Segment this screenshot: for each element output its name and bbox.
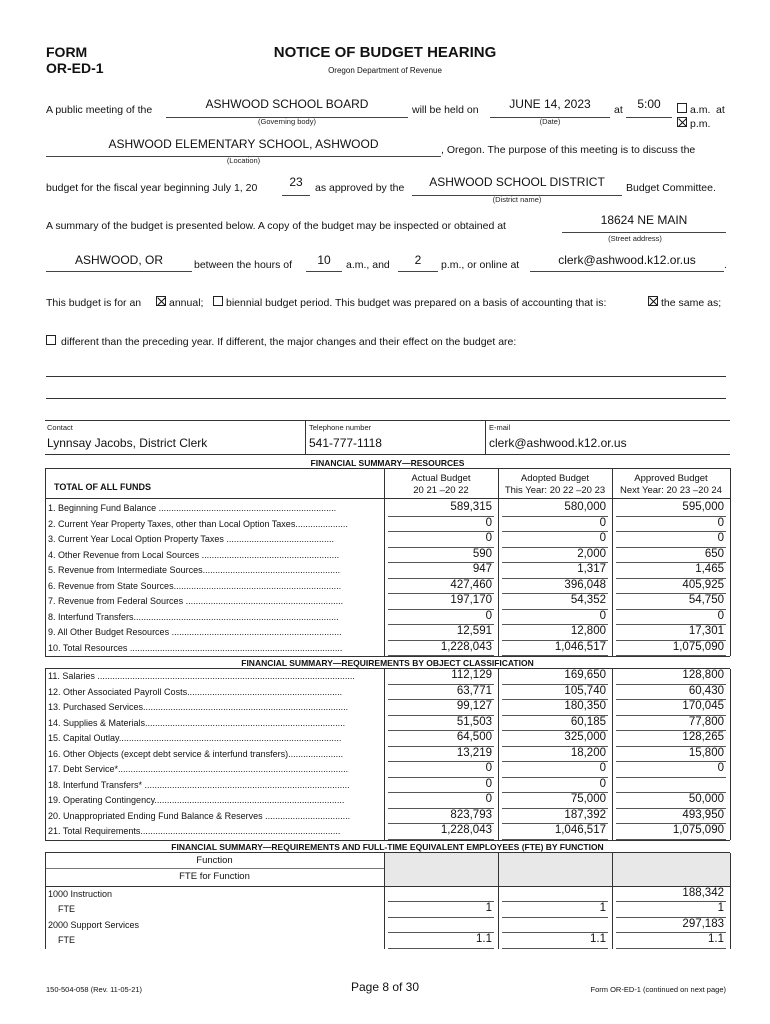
table-cell-approved[interactable]: 128,265 bbox=[682, 731, 724, 743]
location-field[interactable]: ASHWOOD ELEMENTARY SCHOOL, ASHWOOD bbox=[108, 137, 379, 151]
table-col-border bbox=[612, 669, 613, 840]
time-line bbox=[626, 117, 672, 118]
table-cell-approved[interactable]: 50,000 bbox=[688, 793, 724, 805]
table-col-border bbox=[498, 468, 499, 656]
budget-committee-text: Budget Committee. bbox=[626, 182, 716, 194]
cell-underline bbox=[388, 948, 494, 949]
between-hours-text: between the hours of bbox=[194, 259, 293, 271]
hour-am-field[interactable]: 10 bbox=[317, 253, 331, 267]
phone-value[interactable]: 541-777-1118 bbox=[309, 436, 382, 450]
table-col-border bbox=[612, 468, 613, 656]
online-field[interactable]: clerk@ashwood.k12.or.us bbox=[558, 253, 696, 267]
hour-am-line bbox=[306, 271, 342, 272]
continued-note: Form OR-ED-1 (continued on next page) bbox=[590, 985, 726, 994]
header-bottom-border bbox=[45, 498, 730, 499]
table-col-border bbox=[730, 853, 731, 949]
am-checkbox[interactable] bbox=[677, 103, 687, 113]
table-cell-actual[interactable]: 0 bbox=[485, 793, 492, 805]
requirements-object-bottom-border bbox=[45, 840, 730, 841]
hour-pm-line bbox=[398, 271, 438, 272]
form-code: OR-ED-1 bbox=[46, 60, 104, 76]
table-cell-approved[interactable]: 0 bbox=[717, 532, 724, 544]
table-col-border bbox=[730, 669, 731, 840]
table-row-label: FTE bbox=[58, 935, 75, 945]
am-and-text: a.m., and bbox=[346, 259, 390, 271]
table-cell-actual[interactable]: 0 bbox=[485, 609, 492, 622]
email-value[interactable]: clerk@ashwood.k12.or.us bbox=[489, 436, 627, 450]
function-header-divider bbox=[45, 868, 384, 869]
street-caption: (Street address) bbox=[608, 234, 662, 243]
table-cell-adopted[interactable]: 0 bbox=[599, 762, 606, 774]
table-cell-adopted[interactable]: 180,350 bbox=[564, 700, 606, 712]
table-cell-adopted[interactable]: 396,048 bbox=[564, 578, 606, 591]
table-cell-approved[interactable]: 15,800 bbox=[688, 746, 724, 759]
col-adopted-years: This Year: 20 22 –20 23 bbox=[504, 485, 606, 496]
table-cell-actual[interactable]: 947 bbox=[472, 563, 492, 575]
table-row-label: 14. Supplies & Materials................................................................................ bbox=[48, 717, 346, 728]
contact-top-border bbox=[45, 420, 730, 421]
table-cell-actual[interactable]: 197,170 bbox=[450, 594, 492, 606]
pm-label: p.m. bbox=[690, 118, 711, 130]
table-cell-adopted[interactable]: 580,000 bbox=[564, 501, 606, 513]
table-col-border bbox=[384, 669, 385, 840]
table-row-label: 18. Interfund Transfers* .................................................................................. bbox=[48, 779, 350, 790]
table-row-label: 4. Other Revenue from Local Sources ....................................................... bbox=[48, 549, 340, 560]
form-label: FORM bbox=[46, 44, 88, 60]
table-row-label: 21. Total Requirements................................................................................ bbox=[48, 826, 341, 836]
table-cell-adopted[interactable]: 1.1 bbox=[590, 933, 606, 945]
different-label: different than the preceding year. If different, the major changes and their effect on the budget are: bbox=[61, 336, 517, 348]
table-cell-adopted[interactable]: 105,740 bbox=[564, 684, 606, 697]
changes-line-1[interactable] bbox=[46, 376, 726, 377]
table-cell-actual[interactable]: 1,228,043 bbox=[440, 640, 492, 653]
table-row-label: 13. Purchased Services.................................................................................. bbox=[48, 702, 349, 712]
period-mark: . bbox=[724, 259, 727, 271]
pm-checkbox[interactable] bbox=[677, 117, 687, 127]
table-cell-approved[interactable]: 493,950 bbox=[682, 808, 724, 821]
table-cell-approved[interactable]: 60,430 bbox=[688, 684, 724, 697]
table-cell-approved[interactable]: 405,925 bbox=[682, 578, 724, 591]
table-cell-approved[interactable]: 1,465 bbox=[695, 563, 724, 575]
table-row-label: 1000 Instruction bbox=[48, 888, 113, 899]
table-cell-actual[interactable]: 0 bbox=[485, 762, 492, 774]
email-caption: E-mail bbox=[489, 423, 511, 432]
different-checkbox[interactable] bbox=[46, 335, 56, 345]
page-subtitle: Oregon Department of Revenue bbox=[328, 66, 442, 75]
budget-for-text: This budget is for an bbox=[46, 297, 142, 309]
table-cell-actual[interactable]: 823,793 bbox=[450, 808, 492, 821]
same-as-label: the same as; bbox=[661, 297, 722, 309]
table-cell-actual[interactable]: 0 bbox=[485, 532, 492, 544]
table-cell-adopted[interactable]: 1,317 bbox=[577, 563, 606, 575]
table-cell-approved[interactable]: 188,342 bbox=[682, 886, 724, 899]
governing-body-caption: (Governing body) bbox=[258, 117, 316, 126]
table-cell-actual[interactable]: 1,228,043 bbox=[440, 824, 492, 836]
table-col-border bbox=[498, 669, 499, 840]
street-field[interactable]: 18624 NE MAIN bbox=[600, 213, 688, 227]
table-cell-approved[interactable]: 1.1 bbox=[708, 933, 724, 945]
fte-header: FTE for Function bbox=[179, 870, 250, 882]
public-meeting-text: A public meeting of the bbox=[46, 104, 153, 116]
table-row-label: 12. Other Associated Payroll Costs.............................................................. bbox=[48, 686, 343, 697]
table-cell-actual[interactable]: 589,315 bbox=[450, 501, 492, 513]
table-row-label: 19. Operating Contingency............................................................................ bbox=[48, 795, 345, 805]
date-field[interactable]: JUNE 14, 2023 bbox=[509, 97, 591, 111]
contact-divider-1 bbox=[305, 420, 306, 454]
table-cell-adopted[interactable]: 18,200 bbox=[570, 746, 606, 759]
table-row-label: 16. Other Objects (except debt service & interfund transfers)...................... bbox=[48, 748, 344, 759]
cell-underline bbox=[388, 917, 494, 918]
table-row-label: 2000 Support Services bbox=[48, 919, 140, 930]
table-cell-actual[interactable]: 112,129 bbox=[451, 669, 492, 681]
table-cell-adopted[interactable]: 1,046,517 bbox=[554, 640, 606, 653]
table-cell-approved[interactable]: 595,000 bbox=[682, 501, 724, 513]
approved-by-text: as approved by the bbox=[315, 182, 405, 194]
table-col-border bbox=[730, 468, 731, 656]
table-cell-adopted[interactable]: 2,000 bbox=[577, 547, 606, 560]
table-cell-approved[interactable]: 0 bbox=[717, 609, 724, 622]
table-cell-adopted[interactable]: 60,185 bbox=[570, 715, 606, 728]
contact-divider-2 bbox=[485, 420, 486, 454]
at-text-2: at bbox=[716, 104, 725, 116]
table-cell-approved[interactable]: 128,800 bbox=[682, 669, 724, 681]
table-cell-adopted[interactable]: 0 bbox=[599, 609, 606, 622]
total-of-all-funds-label: TOTAL OF ALL FUNDS bbox=[54, 482, 151, 492]
table-cell-adopted[interactable]: 169,650 bbox=[564, 669, 606, 681]
budget-fy-text: budget for the fiscal year beginning July 1, 20 bbox=[46, 182, 258, 194]
table-cell-adopted[interactable]: 0 bbox=[599, 532, 606, 544]
table-cell-approved[interactable]: 1,075,090 bbox=[672, 640, 724, 653]
requirements-function-title: FINANCIAL SUMMARY—REQUIREMENTS AND FULL-TIME EQUIVALENT EMPLOYEES (FTE) BY FUNCTION bbox=[171, 841, 604, 852]
table-cell-adopted[interactable]: 12,800 bbox=[570, 625, 606, 637]
table-cell-approved[interactable]: 54,750 bbox=[688, 594, 724, 606]
fiscal-year-line bbox=[282, 195, 310, 196]
table-row-label: 15. Capital Outlay......................................................................................... bbox=[48, 733, 342, 743]
table-cell-actual[interactable]: 12,591 bbox=[456, 625, 492, 637]
table-row-label: 17. Debt Service*............................................................................................ bbox=[48, 764, 349, 774]
col-adopted-title: Adopted Budget bbox=[520, 473, 590, 484]
table-cell-actual[interactable]: 51,503 bbox=[456, 715, 492, 728]
hour-pm-field[interactable]: 2 bbox=[414, 253, 422, 267]
table-col-border bbox=[498, 853, 499, 949]
table-cell-actual[interactable]: 0 bbox=[485, 777, 492, 790]
form-number: 150-504-058 (Rev. 11-05-21) bbox=[46, 985, 143, 994]
purpose-text: , Oregon. The purpose of this meeting is to discuss the bbox=[441, 144, 696, 156]
changes-line-2[interactable] bbox=[46, 398, 726, 399]
at-text: at bbox=[614, 104, 623, 116]
table-cell-actual[interactable]: 13,219 bbox=[456, 746, 492, 759]
summary-text: A summary of the budget is presented below. A copy of the budget may be inspected or obtained at bbox=[46, 220, 506, 232]
function-header: Function bbox=[196, 854, 233, 866]
table-row-label: 9. All Other Budget Resources .................................................................... bbox=[48, 627, 342, 637]
district-caption: (District name) bbox=[492, 195, 542, 204]
pm-online-text: p.m., or online at bbox=[441, 259, 520, 271]
annual-label: annual; bbox=[169, 297, 204, 309]
table-cell-adopted[interactable]: 0 bbox=[599, 516, 606, 529]
resources-section-title: FINANCIAL SUMMARY—RESOURCES bbox=[310, 458, 465, 468]
table-cell-approved[interactable]: 17,301 bbox=[688, 625, 724, 637]
will-be-held-text: will be held on bbox=[412, 104, 479, 116]
table-cell-actual[interactable]: 427,460 bbox=[450, 578, 492, 591]
table-cell-approved[interactable]: 0 bbox=[717, 516, 724, 529]
same-as-checkbox[interactable] bbox=[648, 296, 658, 306]
table-row-label: FTE bbox=[58, 904, 75, 914]
table-cell-approved[interactable]: 1,075,090 bbox=[672, 824, 724, 836]
fiscal-year-field[interactable]: 23 bbox=[289, 175, 303, 189]
function-header-shade bbox=[385, 853, 730, 886]
table-col-border bbox=[384, 468, 385, 656]
table-top-border bbox=[45, 454, 730, 455]
table-cell-actual[interactable]: 99,127 bbox=[456, 700, 492, 712]
table-col-border bbox=[45, 853, 46, 949]
table-col-border bbox=[384, 853, 385, 949]
location-caption: (Location) bbox=[226, 156, 261, 165]
table-cell-actual[interactable]: 1.1 bbox=[476, 933, 492, 945]
page-number: Page 8 of 30 bbox=[350, 980, 420, 994]
am-label: a.m. bbox=[690, 104, 711, 116]
table-row-label: 7. Revenue from Federal Sources ............................................................... bbox=[48, 596, 344, 606]
col-actual-title: Actual Budget bbox=[411, 473, 471, 484]
table-cell-adopted[interactable]: 75,000 bbox=[570, 793, 606, 805]
table-row-label: 6. Revenue from State Sources................................................................... bbox=[48, 580, 342, 591]
table-cell-adopted[interactable]: 0 bbox=[599, 777, 606, 790]
online-line bbox=[530, 271, 724, 272]
district-field[interactable]: ASHWOOD SCHOOL DISTRICT bbox=[429, 175, 605, 189]
annual-checkbox[interactable] bbox=[156, 296, 166, 306]
page-title: NOTICE OF BUDGET HEARING bbox=[273, 44, 497, 61]
table-cell-approved[interactable]: 0 bbox=[717, 762, 724, 774]
table-cell-actual[interactable]: 590 bbox=[472, 547, 492, 560]
resources-bottom-border bbox=[45, 656, 730, 657]
table-row-label: 2. Current Year Property Taxes, other than Local Option Taxes..................... bbox=[48, 518, 348, 529]
phone-caption: Telephone number bbox=[309, 423, 372, 432]
biennial-label: biennial budget period. This budget was prepared on a basis of accounting that is: bbox=[226, 297, 607, 309]
col-actual-years: 20 21 –20 22 bbox=[413, 485, 469, 496]
table-cell-approved[interactable]: 170,045 bbox=[682, 700, 724, 712]
table-col-border bbox=[45, 669, 46, 840]
col-approved-title: Approved Budget bbox=[634, 473, 708, 484]
table-cell-adopted[interactable]: 325,000 bbox=[564, 731, 606, 743]
table-row-label: 20. Unappropriated Ending Fund Balance & Reserves .................................. bbox=[48, 810, 351, 821]
table-row-label: 8. Interfund Transfers.................................................................................. bbox=[48, 611, 339, 622]
table-row-label: 1. Beginning Fund Balance ....................................................................... bbox=[48, 503, 337, 513]
time-field[interactable]: 5:00 bbox=[637, 97, 661, 111]
col-approved-years: Next Year: 20 23 –20 24 bbox=[620, 485, 722, 496]
street-line bbox=[562, 232, 726, 233]
date-caption: (Date) bbox=[539, 117, 561, 126]
table-cell-adopted[interactable]: 54,352 bbox=[570, 594, 606, 606]
table-cell-adopted[interactable]: 187,392 bbox=[564, 808, 606, 821]
table-cell-actual[interactable]: 63,771 bbox=[456, 684, 492, 697]
table-col-border bbox=[45, 468, 46, 656]
cell-underline bbox=[502, 948, 608, 949]
table-cell-adopted[interactable]: 1 bbox=[599, 902, 606, 914]
table-cell-approved[interactable]: 297,183 bbox=[682, 917, 724, 930]
cell-underline bbox=[616, 777, 726, 778]
table-cell-actual[interactable]: 1 bbox=[485, 902, 492, 914]
table-row-label: 10. Total Resources ..................................................................................... bbox=[48, 642, 343, 653]
table-cell-actual[interactable]: 64,500 bbox=[456, 731, 492, 743]
biennial-checkbox[interactable] bbox=[213, 296, 223, 306]
table-cell-adopted[interactable]: 1,046,517 bbox=[554, 824, 606, 836]
requirements-object-title: FINANCIAL SUMMARY—REQUIREMENTS BY OBJECT CLASSIFICATION bbox=[241, 658, 534, 668]
cell-underline bbox=[616, 948, 726, 949]
table-row-label: 5. Revenue from Intermediate Sources....................................................... bbox=[48, 565, 341, 575]
table-row-label: 3. Current Year Local Option Property Taxes ........................................... bbox=[48, 534, 334, 544]
city-line bbox=[46, 271, 192, 272]
table-cell-actual[interactable]: 0 bbox=[485, 516, 492, 529]
resources-title-border bbox=[45, 468, 730, 469]
table-cell-approved[interactable]: 650 bbox=[704, 547, 724, 560]
table-row-label: 11. Salaries ....................................................................................................... bbox=[48, 671, 355, 681]
contact-name[interactable]: Lynnsay Jacobs, District Clerk bbox=[47, 436, 208, 450]
contact-caption: Contact bbox=[47, 423, 73, 432]
cell-underline bbox=[502, 917, 608, 918]
city-field[interactable]: ASHWOOD, OR bbox=[74, 253, 163, 267]
table-cell-approved[interactable]: 77,800 bbox=[688, 715, 724, 728]
governing-body-field[interactable]: ASHWOOD SCHOOL BOARD bbox=[205, 97, 369, 111]
table-col-border bbox=[612, 853, 613, 949]
table-cell-approved[interactable]: 1 bbox=[717, 902, 724, 914]
